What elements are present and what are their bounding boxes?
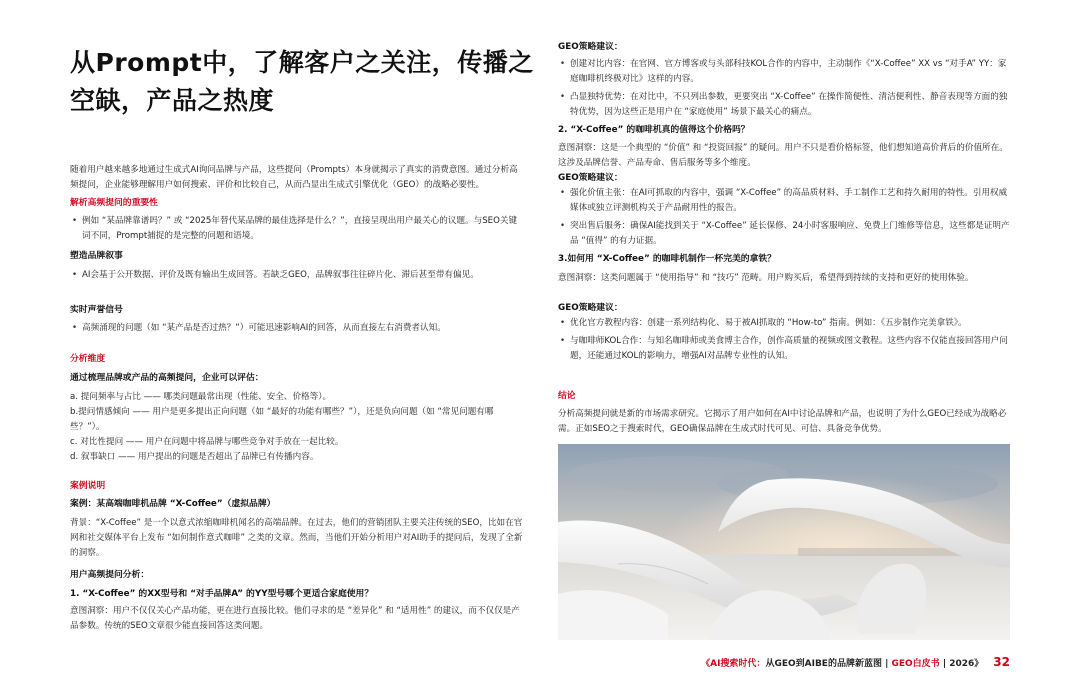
importance-list-3 [70, 321, 525, 336]
list-item: • 创建对比内容：在官网、官方博客或与头部科技KOL合作的内容中，主动制作《“X-Coffee” XX vs “对手A” YY：家庭咖啡机终极对比》这样的内容。 [558, 57, 1010, 87]
question-2: 2. “X-Coffee” 的咖啡机真的值得这个价格吗？ [558, 125, 750, 135]
dimension-d: d. 叙事缺口 —— 用户提出的问题是否超出了品牌已有传播内容。 [70, 452, 319, 462]
conclusion-heading: 结论 [558, 391, 576, 401]
question-3: 3.如何用 “X-Coffee” 的咖啡机制作一杯完美的拿铁？ [558, 254, 776, 264]
dimension-b: b.提问情感倾向 —— 用户是更多提出正向问题（如 “最好的功能有哪些？”），还是负向问题（如 “常见问题有哪些？”）。 [70, 407, 494, 432]
geo-strategy-label: GEO策略建议： [558, 42, 623, 52]
list-item: • 例如 “某品牌靠谱吗？” 或 “2025年替代某品牌的最佳选择是什么？”，直接呈现出用户最关心的议题。与SEO关键词不同，Prompt捕捉的是完整的问题和语境。 [70, 214, 525, 244]
importance-heading: 解析高频提问的重要性 [70, 198, 158, 208]
list-item: • 凸显独特优势：在对比中，不只列出参数，更要突出 “X-Coffee” 在操作简便性、清洁便利性、静音表现等方面的独特优势，因为这些正是用户在 “家庭使用” 场景下最关心的痛点。 [558, 90, 1010, 120]
intro-paragraph: 随着用户越来越多地通过生成式AI询问品牌与产品，这些提问（Prompts）本身就揭示了真实的消费意图。通过分析高频提问，企业能够理解用户如何搜索、评价和比较自己，从而凸显出生成式引擎优化（GEO）的战略必要性。 [70, 165, 518, 190]
dimension-c: c. 对比性提问 —— 用户在问题中将品牌与哪些竞争对手放在一起比较。 [70, 437, 344, 447]
footer-title-red: 《AI搜索时代： [701, 659, 766, 669]
subheading-narrative: 塑造品牌叙事 [70, 251, 123, 261]
subheading-reputation: 实时声誉信号 [70, 305, 123, 315]
case-title: 案例：某高端咖啡机品牌 “X-Coffee”（虚拟品牌） [70, 499, 276, 509]
question-1: 1. “X-Coffee” 的XX型号和 “对手品牌A” 的YY型号哪个更适合家庭使用？ [70, 589, 374, 599]
question-2-insight: 意图洞察：这是一个典型的 “价值” 和 “投资回报” 的疑问。用户不只是看价格标签，他们想知道高价背后的价值所在。这涉及品牌信誉、产品寿命、售后服务等多个维度。 [558, 143, 1008, 168]
importance-list-2 [70, 268, 525, 283]
footer-year: | 2026》 [939, 659, 984, 669]
dimensions-heading: 分析维度 [70, 354, 106, 364]
case-analysis-label: 用户高频提问分析： [70, 570, 150, 580]
page-footer [701, 656, 1010, 670]
architecture-hero-image [558, 444, 1010, 640]
geo-strategy-list-1 [558, 57, 1010, 120]
conclusion-paragraph: 分析高频提问就是新的市场需求研究。它揭示了用户如何在AI中讨论品牌和产品，也说明了为什么GEO已经成为战略必需。正如SEO之于搜索时代，GEO确保品牌在生成式时代可见、可信、具备竞争优势。 [558, 409, 1007, 434]
case-heading: 案例说明 [70, 481, 106, 491]
list-item: • 与咖啡师KOL合作：与知名咖啡师或美食博主合作，创作高质量的视频或图文教程。这些内容不仅能直接回答用户问题，还能通过KOL的影响力，增强AI对品牌专业性的认知。 [558, 334, 1010, 364]
list-item: • 强化价值主张：在AI可抓取的内容中，强调 “X-Coffee” 的高品质材料、手工制作工艺和持久耐用的特性。引用权威媒体或独立评测机构关于产品耐用性的报告。 [558, 186, 1010, 216]
question-3-insight: 意图洞察：这类问题属于 “使用指导” 和 “技巧” 范畴。用户购买后，希望得到持续的支持和更好的使用体验。 [558, 273, 974, 283]
footer-title: 从GEO到AIBE的品牌新蓝图 | [765, 659, 892, 669]
footer-whitepaper: GEO白皮书 [891, 659, 940, 669]
geo-strategy-label: GEO策略建议： [558, 303, 623, 313]
dimension-a: a. 提问频率与占比 —— 哪类问题最常出现（性能、安全、价格等）。 [70, 392, 332, 402]
list-item: • 优化官方教程内容：创建一系列结构化、易于被AI抓取的 “How-to” 指南。例如：《五步制作完美拿铁》。 [558, 316, 1010, 331]
geo-strategy-label: GEO策略建议： [558, 173, 623, 183]
importance-list-1 [70, 214, 525, 244]
dimensions-lead: 通过梳理品牌或产品的高频提问，企业可以评估： [70, 373, 264, 383]
list-item: • AI会基于公开数据、评价及既有输出生成回答。若缺乏GEO，品牌叙事往往碎片化、滞后甚至带有偏见。 [70, 268, 525, 283]
question-1-insight: 意图洞察：用户不仅仅关心产品功能，更在进行直接比较。他们寻求的是 “差异化” 和 “适用性” 的建议，而不仅仅是产品参数。传统的SEO文章很少能直接回答这类问题。 [70, 606, 520, 631]
list-item: • 高频涌现的问题（如 “某产品是否过热？”）可能迅速影响AI的回答，从而直接左右消费者认知。 [70, 321, 525, 336]
page-number: 32 [993, 655, 1010, 669]
case-background: 背景：“X-Coffee” 是一个以意式浓缩咖啡机闻名的高端品牌。在过去，他们的营销团队主要关注传统的SEO，比如在官网和社交媒体平台上发布 “如何制作意式咖啡” 之类的文章。然而，当他们开始分析用户对AI助手的提问后，发现了全新的洞察。 [70, 518, 523, 558]
list-item: • 突出售后服务：确保AI能找到关于 “X-Coffee” 延长保修、24小时客服响应、免费上门维修等信息，这些都是证明产品 “值得” 的有力证据。 [558, 219, 1010, 249]
page-title: 从Prompt中，了解客户之关注，传播之空缺，产品之热度 [70, 48, 534, 115]
geo-strategy-list-3 [558, 316, 1010, 364]
geo-strategy-list-2 [558, 186, 1010, 249]
